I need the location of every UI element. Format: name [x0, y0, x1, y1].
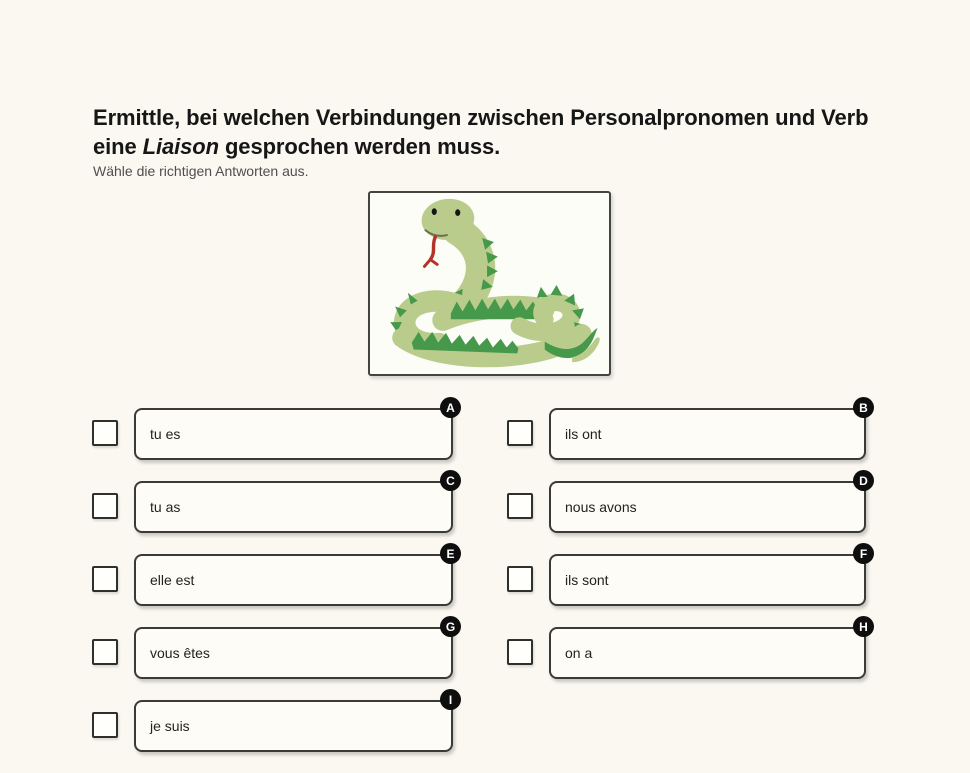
page-title	[93, 103, 905, 161]
option-letter-badge: F	[853, 543, 874, 564]
answer-label: tu es	[150, 426, 181, 442]
answer-option-i[interactable]	[92, 692, 453, 752]
answer-box[interactable]	[134, 627, 453, 679]
option-letter-badge: C	[440, 470, 461, 491]
checkbox[interactable]	[507, 566, 533, 592]
answer-option-e[interactable]	[92, 546, 455, 606]
answer-label: ils ont	[565, 426, 602, 442]
option-letter-badge: D	[853, 470, 874, 491]
answer-box[interactable]	[549, 408, 866, 460]
checkbox[interactable]	[92, 639, 118, 665]
checkbox[interactable]	[507, 639, 533, 665]
answer-option-f[interactable]	[507, 546, 868, 606]
answer-option-c[interactable]	[92, 473, 455, 533]
answer-option-d[interactable]	[507, 473, 868, 533]
title-segment: gesprochen werden muss.	[218, 133, 501, 159]
instruction-text: Wähle die richtigen Antworten aus.	[93, 163, 309, 179]
illustration-card	[368, 191, 611, 376]
answer-label: elle est	[150, 572, 195, 588]
checkbox[interactable]	[507, 493, 533, 519]
answer-box[interactable]	[134, 408, 453, 460]
checkbox[interactable]	[92, 420, 118, 446]
answer-box[interactable]	[134, 481, 453, 533]
option-letter-badge: G	[440, 616, 461, 637]
title-italic-term: Liaison	[142, 133, 219, 159]
option-letter-badge: H	[853, 616, 874, 637]
option-letter-badge: I	[440, 689, 461, 710]
answer-label: nous avons	[565, 499, 637, 515]
title-segment: Ermittle, bei welchen Verbindungen zwischen Personalpronomen und Verb eine	[93, 104, 869, 159]
answer-box[interactable]	[134, 554, 453, 606]
answer-option-a[interactable]	[92, 400, 455, 460]
answer-label: on a	[565, 645, 593, 661]
checkbox[interactable]	[507, 420, 533, 446]
option-letter-badge: E	[440, 543, 461, 564]
answer-box[interactable]	[134, 700, 453, 752]
answer-label: ils sont	[565, 572, 609, 588]
answer-box[interactable]	[549, 627, 866, 679]
snake-icon	[372, 195, 607, 372]
checkbox[interactable]	[92, 493, 118, 519]
checkbox[interactable]	[92, 712, 118, 738]
answer-label: vous êtes	[150, 645, 210, 661]
answer-label: je suis	[150, 718, 190, 734]
answer-option-g[interactable]	[92, 619, 456, 679]
answer-box[interactable]	[549, 481, 866, 533]
answer-box[interactable]	[549, 554, 866, 606]
option-letter-badge: B	[853, 397, 874, 418]
answer-option-b[interactable]	[507, 400, 868, 460]
answer-option-h[interactable]	[507, 619, 868, 679]
option-letter-badge: A	[440, 397, 461, 418]
answer-label: tu as	[150, 499, 181, 515]
checkbox[interactable]	[92, 566, 118, 592]
